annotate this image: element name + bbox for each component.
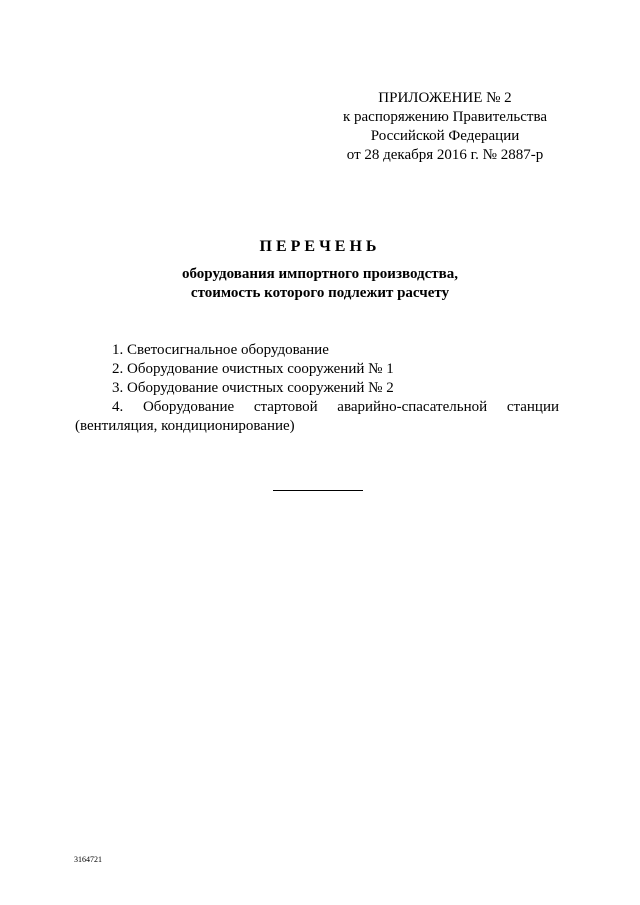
appendix-block	[320, 89, 570, 165]
separator-line	[273, 490, 363, 491]
list-item: 3. Оборудование очистных сооружений № 2	[112, 380, 394, 396]
subtitle-line-1: оборудования импортного производства,	[182, 266, 458, 282]
list-item: 1. Светосигнальное оборудование	[112, 342, 329, 358]
appendix-authority: Российской Федерации	[370, 128, 520, 144]
list-item: 4. Оборудование стартовой аварийно-спасательной станции (вентиляция, кондиционирование)	[75, 399, 559, 434]
subtitle-line-2: стоимость которого подлежит расчету	[190, 285, 450, 301]
document-subtitle	[0, 265, 640, 303]
appendix-number: ПРИЛОЖЕНИЕ № 2	[378, 90, 512, 106]
document-code: 3164721	[74, 855, 102, 864]
list-item: 2. Оборудование очистных сооружений № 1	[112, 361, 394, 377]
appendix-date-number: от 28 декабря 2016 г. № 2887-р	[346, 147, 544, 163]
appendix-reference: к распоряжению Правительства	[342, 109, 547, 125]
equipment-list	[75, 341, 559, 436]
document-title: ПЕРЕЧЕНЬ	[259, 238, 381, 255]
